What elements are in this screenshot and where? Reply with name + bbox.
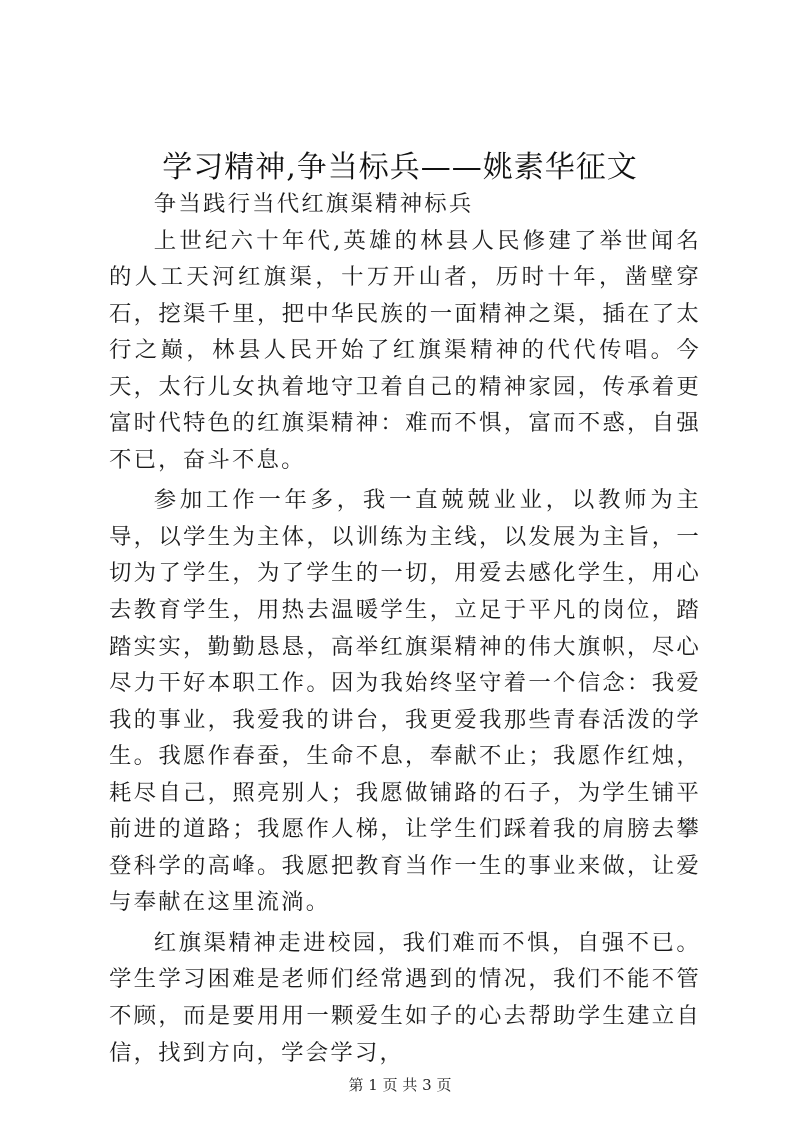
paragraph-3: 红旗渠精神走进校园，我们难而不惧，自强不已。学生学习困难是老师们经常遇到的情况，我们不能不管不顾，而是要用用一颗爱生如子的心去帮助学生建立自信，找到方向，学会学习， (109, 929, 701, 1066)
page-footer: 第 1 页 共 3 页 (348, 1076, 452, 1094)
document-subtitle: 争当践行当代红旗渠精神标兵 (153, 191, 474, 217)
document-title: 学习精神,争当标兵——姚素华征文 (162, 150, 638, 185)
paragraph-1: 上世纪六十年代,英雄的林县人民修建了举世闻名的人工天河红旗渠，十万开山者，历时十年，凿壁穿石，挖渠千里，把中华民族的一面精神之渠，插在了太行之巅，林县人民开始了红旗渠精神的代代传唱。今天，太行儿女执着地守卫着自己的精神家园，传承着更富时代特色的红旗渠精神：难而不惧，富而不惑，自强不已，奋斗不息。 (109, 227, 701, 473)
paragraph-2: 参加工作一年多，我一直兢兢业业，以教师为主导，以学生为主体，以训练为主线，以发展为主旨，一切为了学生，为了学生的一切，用爱去感化学生，用心去教育学生，用热去温暖学生，立足于平凡的岗位，踏踏实实，勤勤恳恳，高举红旗渠精神的伟大旗帜，尽心尽力干好本职工作。因为我始终坚守着一个信念：我爱我的事业，我爱我的讲台，我更爱我那些青春活泼的学生。我愿作春蚕，生命不息，奉献不止；我愿作红烛，耗尽自己，照亮别人；我愿做铺路的石子，为学生铺平前进的道路；我愿作人梯，让学生们踩着我的肩膀去攀登科学的高峰。我愿把教育当作一生的事业来做，让爱与奉献在这里流淌。 (109, 487, 701, 916)
document-body (109, 186, 701, 1075)
